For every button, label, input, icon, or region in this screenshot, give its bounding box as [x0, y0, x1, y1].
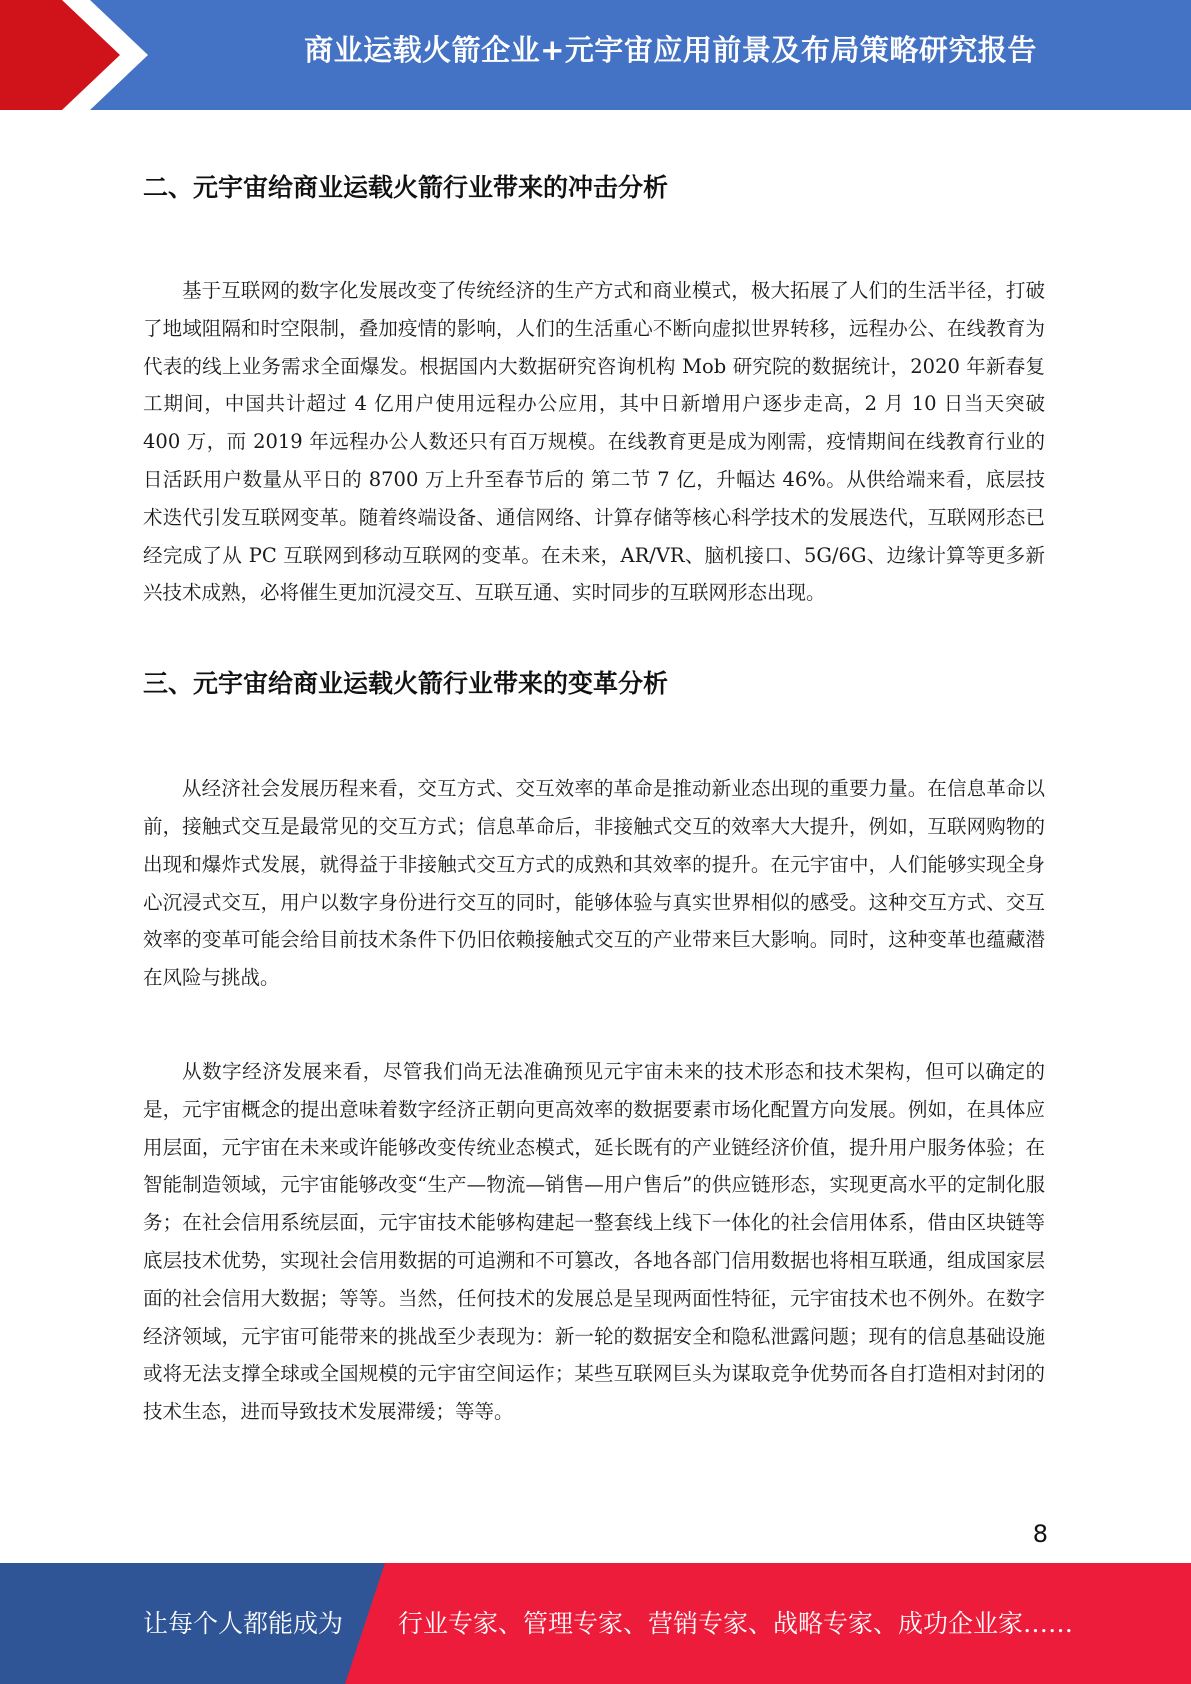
page-number: 8 — [1032, 1520, 1048, 1548]
header-banner — [0, 0, 1191, 110]
section-heading-transformation: 三、元宇宙给商业运载火箭行业带来的变革分析 — [143, 669, 669, 699]
report-title: 商业运载火箭企业+元宇宙应用前景及布局策略研究报告 — [304, 33, 1037, 67]
footer-banner — [0, 1563, 1191, 1684]
paragraph: 从经济社会发展历程来看，交互方式、交互效率的革命是推动新业态出现的重要力量。在信息革命以前，接触式交互是最常见的交互方式；信息革命后，非接触式交互的效率大大提升，例如，互联网购物的出现和爆炸式发展，就得益于非接触式交互方式的成熟和其效率的提升。在元宇宙中，人们能够实现全身心沉浸式交互，用户以数字身份进行交互的同时，能够体验与真实世界相似的感受。这种交互方式、交互效率的变革可能会给目前技术条件下仍旧依赖接触式交互的产业带来巨大影响。同时，这种变革也蕴藏潜在风险与挑战。 — [143, 777, 1045, 990]
footer-slogan-left: 让每个人都能成为 — [143, 1609, 344, 1638]
header-arrow-decoration — [0, 0, 160, 110]
footer-slogan-right: 行业专家、管理专家、营销专家、战略专家、成功企业家…… — [398, 1609, 1074, 1638]
document-body — [143, 168, 1045, 1431]
section-heading-impact: 二、元宇宙给商业运载火箭行业带来的冲击分析 — [143, 173, 669, 202]
paragraph: 基于互联网的数字化发展改变了传统经济的生产方式和商业模式，极大拓展了人们的生活半径，打破了地域阻隔和时空限制，叠加疫情的影响，人们的生活重心不断向虚拟世界转移，远程办公、在线教育为代表的线上业务需求全面爆发。根据国内大数据研究咨询机构 Mob 研究院的数据统计，2020 年新春复工期间，中国共计超过 4 亿用户使用远程办公应用，其中日新增用户逐步走高，2 月 10 日当天突破 400 万，而 2019 年远程办公人数还只有百万规模。在线教育更是成为刚需，疫情期间在线教育行业的日活跃用户数量从平日的 8700 万上升至春节后的 第二节 7 亿，升幅达 46%。从供给端来看，底层技术迭代引发互联网变革。随着终端设备、通信网络、计算存储等核心科学技术的发展迭代，互联网形态已经完成了从 PC 互联网到移动互联网的变革。在未来，AR/VR、脑机接口、5G/6G、边缘计算等更多新兴技术成熟，必将催生更加沉浸交互、互联互通、实时同步的互联网形态出现。 — [143, 279, 1045, 605]
paragraph: 从数字经济发展来看，尽管我们尚无法准确预见元宇宙未来的技术形态和技术架构，但可以确定的是，元宇宙概念的提出意味着数字经济正朝向更高效率的数据要素市场化配置方向发展。例如，在具体应用层面，元宇宙在未来或许能够改变传统业态模式，延长既有的产业链经济价值，提升用户服务体验；在智能制造领域，元宇宙能够改变“生产—物流—销售—用户售后”的供应链形态，实现更高水平的定制化服务；在社会信用系统层面，元宇宙技术能够构建起一整套线上线下一体化的社会信用体系，借由区块链等底层技术优势，实现社会信用数据的可追溯和不可篡改，各地各部门信用数据也将相互联通，组成国家层面的社会信用大数据；等等。当然，任何技术的发展总是呈现两面性特征，元宇宙技术也不例外。在数字经济领域，元宇宙可能带来的挑战至少表现为：新一轮的数据安全和隐私泄露问题；现有的信息基础设施或将无法支撑全球或全国规模的元宇宙空间运作；某些互联网巨头为谋取竞争优势而各自打造相对封闭的技术生态，进而导致技术发展滞缓；等等。 — [143, 1059, 1045, 1424]
